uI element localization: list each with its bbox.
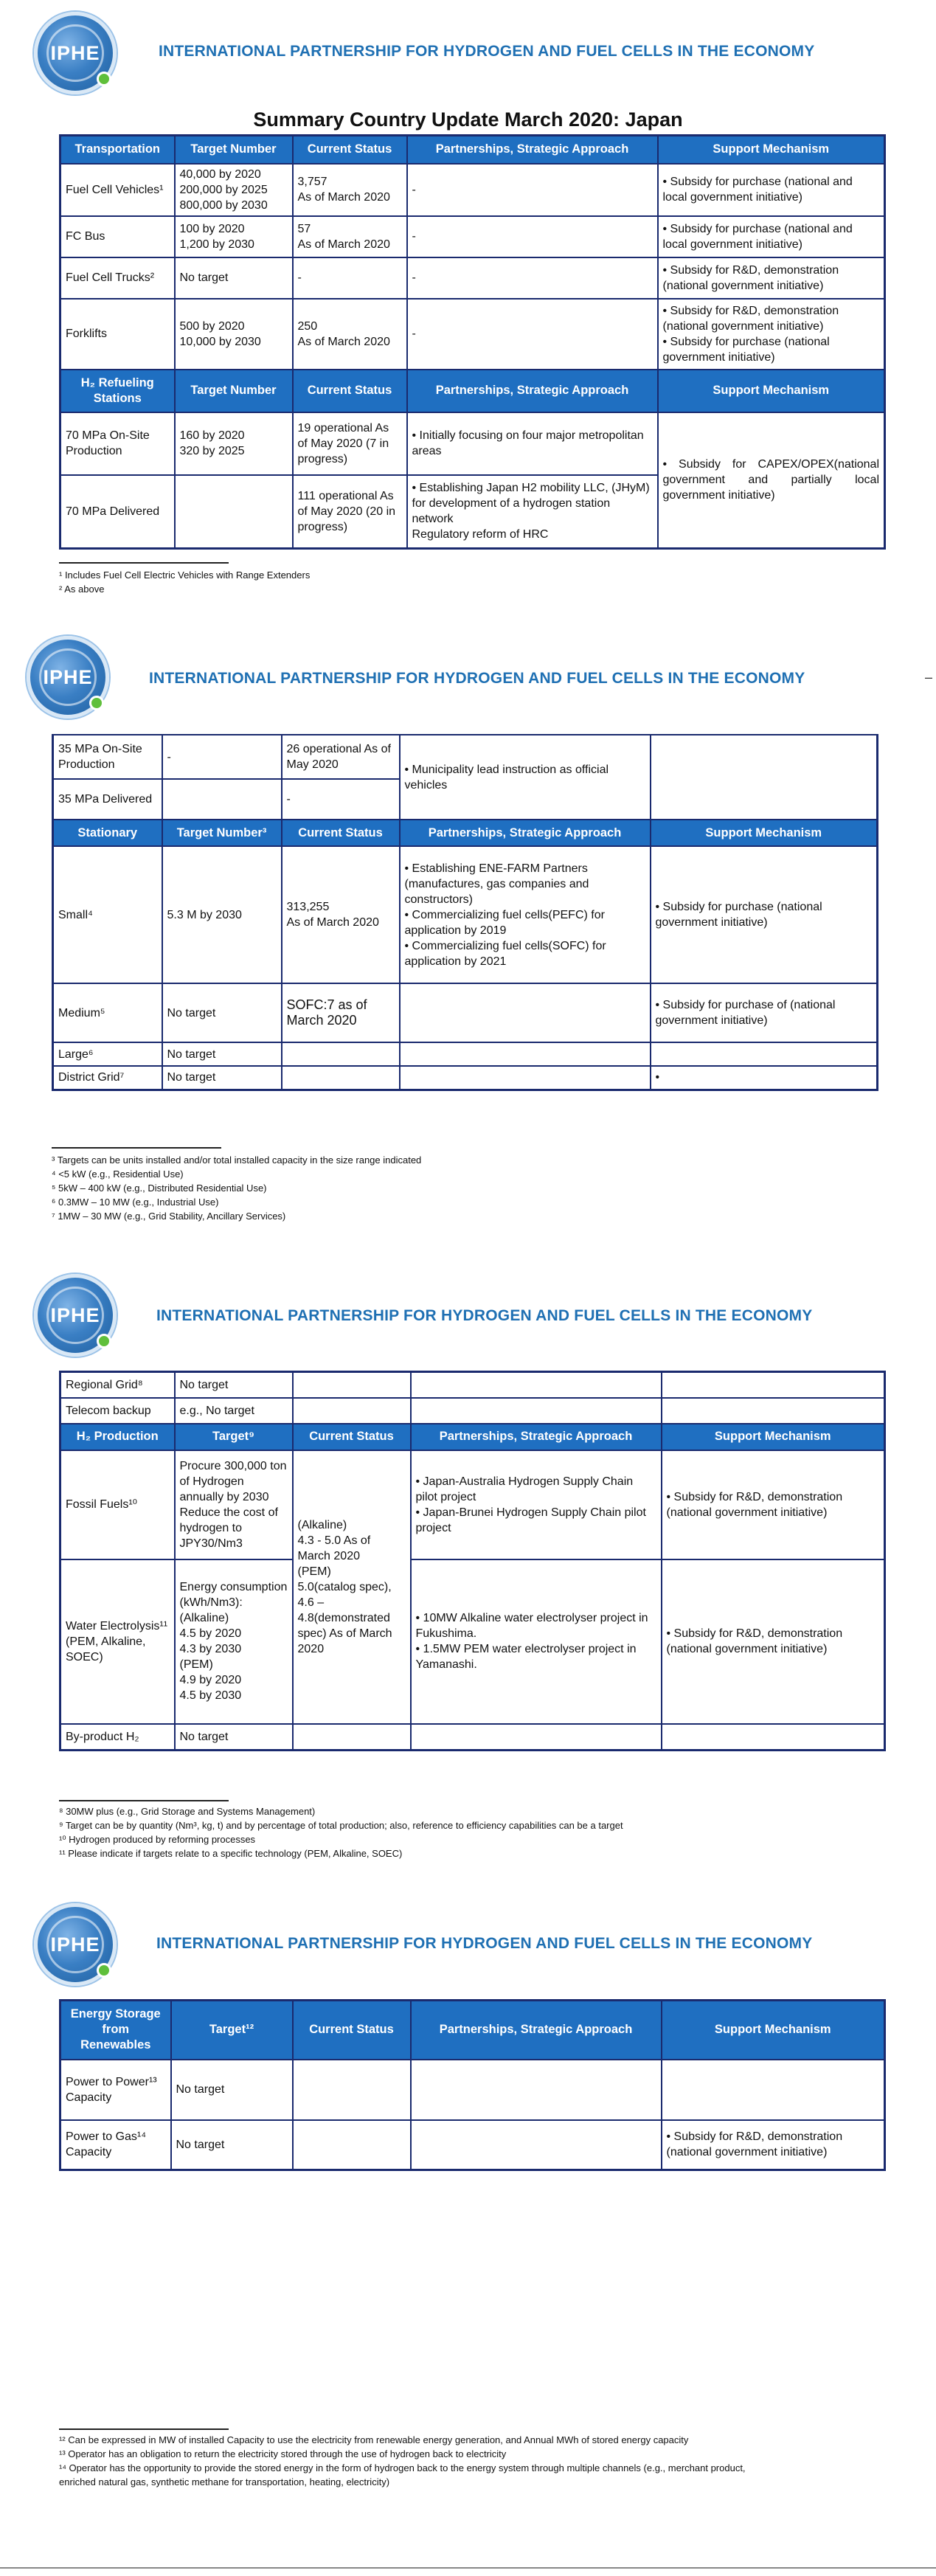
footnotes-4: ¹² Can be expressed in MW of installed Capacity to use the electricity from renewable energy generation, and Annual MWh of stored energy capacity ¹³ Operator has an obligation to return the electricity stored through the use of hydrogen back to electricity ¹⁴ Operator has the opportunity to provide the stored energy in the form of hydrogen back to the energy system through multiple channels (e.g., merchant product, enriched natural gas, synthetic methane for transportation, heating, electricity) (59, 2434, 746, 2487)
table-row: 35 MPa On-Site Production - 26 operational As of May 2020 • Municipality lead instruction as official vehicles (53, 735, 878, 779)
header-title: INTERNATIONAL PARTNERSHIP FOR HYDROGEN AND FUEL CELLS IN THE ECONOMY (156, 1935, 813, 1952)
table-row: Forklifts 500 by 2020 10,000 by 2030 250 As of March 2020 - • Subsidy for R&D, demonstration (national government initiative) • Subsidy for purchase (national government initiative) (60, 299, 885, 370)
header-partnerships: Partnerships, Strategic Approach (407, 136, 658, 164)
table-row: By-product H₂ No target (60, 1724, 885, 1751)
header-transportation: Transportation (60, 136, 175, 164)
header-title: INTERNATIONAL PARTNERSHIP FOR HYDROGEN AND FUEL CELLS IN THE ECONOMY (159, 43, 815, 60)
header-energy-storage: Energy Storage from Renewables (60, 2001, 171, 2060)
production-table: Regional Grid⁸ No target Telecom backup e.g., No target H₂ Production Target⁹ Current Status Partnerships, Strategic Approach Support Mechanism Fossil Fuels¹⁰ Procure 300,000 ton of Hydrogen annually by 2030 Reduce the cost of hydrogen to JPY30/Nm3 (Alkaline) 4.3 - 5.0 As of March 2020 (PEM) 5.0(catalog spec), 4.6 – 4.8(demonstrated spec) As of March 2020 • Japan-Australia Hydrogen Supply Chain pilot project • Japan-Brunei Hydrogen Supply Chain pilot project • Subsidy for R&D, demonstration (national government initiative) Water Electrolysis¹¹ (PEM, Alkaline, SOEC) Energy consumption (kWh/Nm3): (Alkaline) 4.5 by 2020 4.3 by 2030 (PEM) 4.9 by 2020 4.5 by 2030 • 10MW Alkaline water electrolyser project in Fukushima. • 1.5MW PEM water electrolyser project in Yamanashi. • Subsidy for R&D, demonstration (national government initiative) By-product H₂ No target (59, 1371, 886, 1751)
table-row: 70 MPa Delivered 111 operational As of May 2020 (20 in progress) • Establishing Japan H2 mobility LLC, (JHyM) for development of a hydrogen station network Regulatory reform of HRC (60, 475, 885, 549)
iphe-logo: IPHE (34, 1274, 117, 1357)
table-row: Medium⁵ No target SOFC:7 as of March 2020 • Subsidy for purchase of (national government initiative) (53, 983, 878, 1042)
table-row: Fuel Cell Trucks² No target - - • Subsidy for R&D, demonstration (national government initiative) (60, 257, 885, 299)
header-target-number: Target Number (175, 136, 293, 164)
table-row: Telecom backup e.g., No target (60, 1398, 885, 1424)
header-current-status: Current Status (293, 136, 407, 164)
header-support: Support Mechanism (658, 136, 885, 164)
header-h2-production: H₂ Production (60, 1424, 175, 1450)
table-row: Power to Power¹³ Capacity No target (60, 2060, 885, 2120)
stationary-table: 35 MPa On-Site Production - 26 operational As of May 2020 • Municipality lead instruction as official vehicles 35 MPa Delivered - Stationary Target Number³ Current Status Partnerships, Strategic Approach Support Mechanism Small⁴ 5.3 M by 2030 313,255 As of March 2020 • Establishing ENE-FARM Partners (manufactures, gas companies and constructors) • Commercializing fuel cells(PEFC) for application by 2019 • Commercializing fuel cells(SOFC) for application by 2021 • Subsidy for purchase (national government initiative) Medium⁵ No target SOFC:7 as of March 2020 • Subsidy for purchase of (national government initiative) Large⁶ No target District Grid⁷ No target • (52, 734, 878, 1091)
table-row: Fuel Cell Vehicles¹ 40,000 by 2020 200,000 by 2025 800,000 by 2030 3,757 As of March 2020 - • Subsidy for purchase (national and local government initiative) (60, 164, 885, 216)
table-row: District Grid⁷ No target • (53, 1066, 878, 1090)
page-title: Summary Country Update March 2020: Japan (253, 108, 683, 131)
table-row: Regional Grid⁸ No target (60, 1372, 885, 1398)
page-bottom-rule (0, 2567, 936, 2569)
table-row: 70 MPa On-Site Production 160 by 2020 320 by 2025 19 operational As of May 2020 (7 in progress) • Initially focusing on four major metropolitan areas • Subsidy for CAPEX/OPEX(national government and partially local government initiative) (60, 412, 885, 475)
footnotes-3: ⁸ 30MW plus (e.g., Grid Storage and Systems Management) ⁹ Target can be by quantity (Nm³, kg, t) and by percentage of total production; also, reference to efficiency capabilities can be a target ¹⁰ Hydrogen produced by reforming processes ¹¹ Please indicate if targets relate to a specific technology (PEM, Alkaline, SOEC) (59, 1806, 623, 1859)
iphe-logo: IPHE (27, 636, 109, 719)
table-row: Small⁴ 5.3 M by 2030 313,255 As of March 2020 • Establishing ENE-FARM Partners (manufactures, gas companies and constructors) • Commercializing fuel cells(PEFC) for application by 2019 • Commercializing fuel cells(SOFC) for application by 2021 • Subsidy for purchase (national government initiative) (53, 846, 878, 983)
header-h2-refueling: H₂ Refueling Stations (60, 370, 175, 412)
table-row: 35 MPa Delivered - (53, 779, 878, 820)
footnotes-1: ¹ Includes Fuel Cell Electric Vehicles with Range Extenders ² As above (59, 569, 311, 595)
table-row: Power to Gas¹⁴ Capacity No target • Subsidy for R&D, demonstration (national government initiative) (60, 2120, 885, 2170)
header-title: INTERNATIONAL PARTNERSHIP FOR HYDROGEN AND FUEL CELLS IN THE ECONOMY (156, 1307, 813, 1324)
table-row: Large⁶ No target (53, 1042, 878, 1066)
table-row: FC Bus 100 by 2020 1,200 by 2030 57 As of March 2020 - • Subsidy for purchase (national and local government initiative) (60, 216, 885, 257)
table-row: Fossil Fuels¹⁰ Procure 300,000 ton of Hydrogen annually by 2030 Reduce the cost of hydrogen to JPY30/Nm3 (Alkaline) 4.3 - 5.0 As of March 2020 (PEM) 5.0(catalog spec), 4.6 – 4.8(demonstrated spec) As of March 2020 • Japan-Australia Hydrogen Supply Chain pilot project • Japan-Brunei Hydrogen Supply Chain pilot project • Subsidy for R&D, demonstration (national government initiative) (60, 1450, 885, 1559)
header-stationary: Stationary (53, 820, 162, 846)
header-title: INTERNATIONAL PARTNERSHIP FOR HYDROGEN AND FUEL CELLS IN THE ECONOMY (149, 670, 805, 687)
table-row: Water Electrolysis¹¹ (PEM, Alkaline, SOEC) Energy consumption (kWh/Nm3): (Alkaline) 4.5 by 2020 4.3 by 2030 (PEM) 4.9 by 2020 4.5 by 2030 • 10MW Alkaline water electrolyser project in Fukushima. • 1.5MW PEM water electrolyser project in Yamanashi. • Subsidy for R&D, demonstration (national government initiative) (60, 1559, 885, 1724)
iphe-logo: IPHE (34, 1903, 117, 1986)
iphe-logo: IPHE (34, 12, 117, 94)
storage-table: Energy Storage from Renewables Target¹² Current Status Partnerships, Strategic Approach Support Mechanism Power to Power¹³ Capacity No target Power to Gas¹⁴ Capacity No target • Subsidy for R&D, demonstration (national government initiative) (59, 1999, 886, 2171)
footnotes-2: ³ Targets can be units installed and/or total installed capacity in the size range indicated ⁴ <5 kW (e.g., Residential Use) ⁵ 5kW – 400 kW (e.g., Distributed Residential Use) ⁶ 0.3MW – 10 MW (e.g., Industrial Use) ⁷ 1MW – 30 MW (e.g., Grid Stability, Ancillary Services) (52, 1154, 422, 1222)
transport-table: Transportation Target Number Current Status Partnerships, Strategic Approach Support Mechanism Fuel Cell Vehicles¹ 40,000 by 2020 200,000 by 2025 800,000 by 2030 3,757 As of March 2020 - • Subsidy for purchase (national and local government initiative) FC Bus 100 by 2020 1,200 by 2030 57 As of March 2020 - • Subsidy for purchase (national and local government initiative) Fuel Cell Trucks² No target - - • Subsidy for R&D, demonstration (national government initiative) Forklifts 500 by 2020 10,000 by 2030 250 As of March 2020 - • Subsidy for R&D, demonstration (national government initiative) • Subsidy for purchase (national government initiative) H₂ Refueling Stations Target Number Current Status Partnerships, Strategic Approach Support Mechanism 70 MPa On-Site Production 160 by 2020 320 by 2025 19 operational As of May 2020 (7 in progress) • Initially focusing on four major metropolitan areas • Subsidy for CAPEX/OPEX(national government and partially local government initiative) 70 MPa Delivered 111 operational As of May 2020 (20 in progress) • Establishing Japan H2 mobility LLC, (JHyM) for development of a hydrogen station network Regulatory reform of HRC (59, 134, 886, 550)
